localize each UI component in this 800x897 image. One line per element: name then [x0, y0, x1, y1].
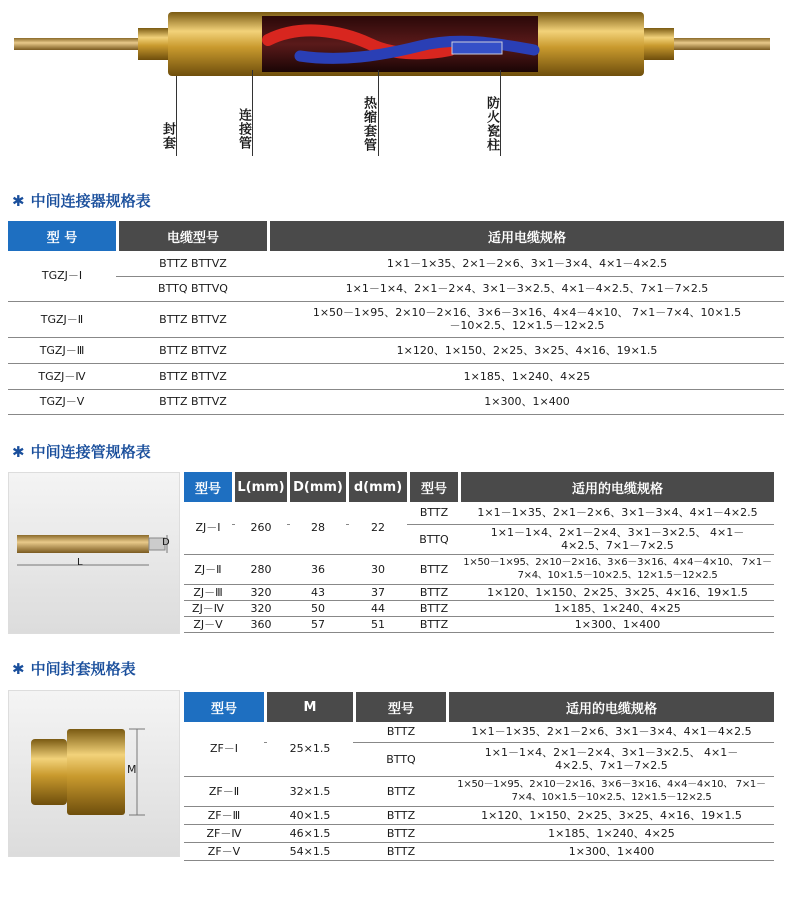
table-row — [8, 363, 784, 389]
cell-model: ZF－Ⅴ — [184, 842, 264, 860]
header-cable-type: 型号 — [356, 692, 446, 722]
header-model: 型号 — [184, 472, 232, 502]
cell-spec: 1×1－1×4、2×1－2×4、3×1－3×2.5、 4×1－4×2.5、7×1－7×2.5 — [449, 742, 774, 776]
table-row — [8, 337, 784, 363]
cell-model: ZF－Ⅳ — [184, 824, 264, 842]
header-model: 型 号 — [8, 221, 116, 251]
header-inner-diameter: d(mm) — [349, 472, 407, 502]
cell-model: TGZJ－Ⅱ — [8, 301, 116, 337]
cell-model: ZJ－Ⅴ — [184, 616, 232, 632]
cell-inner-diameter: 37 — [349, 584, 407, 600]
cell-spec: 1×1－1×4、2×1－2×4、3×1－3×2.5、4×1－4×2.5、7×1－7×2.5 — [270, 276, 784, 301]
cell-cable: BTTZ — [410, 616, 458, 632]
header-spec: 适用的电缆规格 — [461, 472, 774, 502]
header-spec: 适用的电缆规格 — [449, 692, 774, 722]
cell-cable: BTTQ — [356, 742, 446, 776]
connector-spec-table — [8, 221, 784, 415]
table-row — [184, 584, 774, 600]
section3-title: ✱ 中间封套规格表 — [12, 660, 136, 678]
sleeve-drawing — [9, 691, 179, 856]
cell-spec: 1×1－1×35、2×1－2×6、3×1－3×4、4×1－4×2.5 — [461, 502, 774, 524]
header-model: 型号 — [184, 692, 264, 722]
table-header — [8, 221, 784, 251]
table-row — [8, 301, 784, 337]
header-cable-type: 电缆型号 — [119, 221, 267, 251]
star-bullet-icon: ✱ — [12, 660, 25, 678]
cell-spec: 1×185、1×240、4×25 — [449, 824, 774, 842]
cell-length: 280 — [235, 554, 287, 584]
cell-cable: BTTQ — [410, 524, 458, 554]
product-illustration — [0, 0, 800, 160]
cell-spec: 1×120、1×150、2×25、3×25、4×16、19×1.5 — [270, 337, 784, 363]
cell-spec: 1×50－1×95、2×10－2×16、3×6－3×16、4×4－4×10、 7×1－7×4、10×1.5－10×2.5、12×1.5－12×2.5 — [270, 301, 784, 337]
cell-length: 320 — [235, 600, 287, 616]
cell-outer-diameter: 28 — [290, 502, 346, 554]
section2-title: ✱ 中间连接管规格表 — [12, 443, 151, 461]
table-row — [184, 806, 774, 824]
cell-m: 32×1.5 — [267, 776, 353, 806]
header-length: L(mm) — [235, 472, 287, 502]
cell-inner-diameter: 22 — [349, 502, 407, 554]
cell-m: 54×1.5 — [267, 842, 353, 860]
cell-cable: BTTZ — [410, 600, 458, 616]
cell-cable: BTTZ BTTVZ — [119, 363, 267, 389]
table-row — [184, 824, 774, 842]
cell-model: ZJ－Ⅰ — [184, 502, 232, 554]
cell-spec: 1×50－1×95、2×10－2×16、3×6－3×16、4×4－4×10、 7×1－7×4、10×1.5－10×2.5、12×1.5－12×2.5 — [461, 554, 774, 584]
cell-spec: 1×120、1×150、2×25、3×25、4×16、19×1.5 — [449, 806, 774, 824]
table-header — [184, 472, 774, 502]
cell-cable: BTTZ — [356, 842, 446, 860]
cell-cable: BTTZ BTTVZ — [119, 337, 267, 363]
cell-model: ZJ－Ⅱ — [184, 554, 232, 584]
cell-spec: 1×185、1×240、4×25 — [270, 363, 784, 389]
leader-line — [500, 70, 501, 156]
cell-cable: BTTZ — [410, 502, 458, 524]
table-row — [8, 389, 784, 414]
cell-spec: 1×1－1×35、2×1－2×6、3×1－3×4、4×1－4×2.5 — [449, 722, 774, 742]
cell-inner-diameter: 30 — [349, 554, 407, 584]
tube-drawing — [9, 473, 179, 633]
label-connecting-tube: 连接管 — [236, 108, 251, 150]
cell-inner-diameter: 44 — [349, 600, 407, 616]
leader-line — [378, 70, 379, 156]
cell-spec: 1×1－1×4、2×1－2×4、3×1－3×2.5、 4×1－4×2.5、7×1－7×2.5 — [461, 524, 774, 554]
diameter-label: D — [162, 537, 170, 548]
cell-m: 46×1.5 — [267, 824, 353, 842]
header-m: M — [267, 692, 353, 722]
cell-outer-diameter: 57 — [290, 616, 346, 632]
cell-model: TGZJ－Ⅰ — [8, 251, 116, 301]
table-row — [8, 251, 784, 276]
connector-diagram — [0, 0, 800, 160]
tube-spec-table — [184, 472, 774, 633]
table-row — [184, 502, 774, 524]
cell-model: TGZJ－Ⅳ — [8, 363, 116, 389]
cell-spec: 1×300、1×400 — [270, 389, 784, 414]
cell-outer-diameter: 36 — [290, 554, 346, 584]
length-label: L — [77, 557, 83, 568]
cell-cable: BTTZ BTTVZ — [119, 301, 267, 337]
table-row — [184, 842, 774, 860]
table-row — [8, 276, 784, 301]
cell-cable: BTTZ BTTVZ — [119, 389, 267, 414]
cell-model: ZF－Ⅰ — [184, 722, 264, 776]
cell-model: ZJ－Ⅲ — [184, 584, 232, 600]
cell-m: 40×1.5 — [267, 806, 353, 824]
cell-spec: 1×185、1×240、4×25 — [461, 600, 774, 616]
cell-spec: 1×1－1×35、2×1－2×6、3×1－3×4、4×1－4×2.5 — [270, 251, 784, 276]
table-row — [184, 600, 774, 616]
cell-cable: BTTZ — [410, 554, 458, 584]
table-header — [184, 692, 774, 722]
cell-cable: BTTZ — [356, 824, 446, 842]
cell-model: TGZJ－Ⅴ — [8, 389, 116, 414]
cell-cable: BTTZ — [356, 776, 446, 806]
cell-model: ZF－Ⅲ — [184, 806, 264, 824]
cell-cable: BTTZ — [356, 806, 446, 824]
table-row — [184, 722, 774, 742]
cell-outer-diameter: 50 — [290, 600, 346, 616]
cell-outer-diameter: 43 — [290, 584, 346, 600]
m-label: M — [127, 763, 137, 776]
tube-thumbnail — [8, 472, 180, 634]
cell-spec: 1×50－1×95、2×10－2×16、3×6－3×16、4×4－4×10、 7×1－7×4、10×1.5－10×2.5、12×1.5－12×2.5 — [449, 776, 774, 806]
cell-model: TGZJ－Ⅲ — [8, 337, 116, 363]
cell-spec: 1×300、1×400 — [461, 616, 774, 632]
cell-spec: 1×300、1×400 — [449, 842, 774, 860]
cell-length: 320 — [235, 584, 287, 600]
cell-spec: 1×120、1×150、2×25、3×25、4×16、19×1.5 — [461, 584, 774, 600]
header-outer-diameter: D(mm) — [290, 472, 346, 502]
leader-line — [176, 76, 177, 156]
cell-cable: BTTZ — [410, 584, 458, 600]
cell-cable: BTTZ — [356, 722, 446, 742]
table-row — [184, 554, 774, 584]
leader-line — [252, 70, 253, 156]
star-bullet-icon: ✱ — [12, 443, 25, 461]
cell-model: ZF－Ⅱ — [184, 776, 264, 806]
cell-cable: BTTQ BTTVQ — [119, 276, 267, 301]
cell-model: ZJ－Ⅳ — [184, 600, 232, 616]
cell-m: 25×1.5 — [267, 722, 353, 776]
star-bullet-icon: ✱ — [12, 192, 25, 210]
header-spec: 适用电缆规格 — [270, 221, 784, 251]
sleeve-thumbnail — [8, 690, 180, 857]
sleeve-spec-table — [184, 692, 774, 861]
label-heat-shrink: 热缩套管 — [361, 96, 376, 152]
cell-inner-diameter: 51 — [349, 616, 407, 632]
cell-cable: BTTZ BTTVZ — [119, 251, 267, 276]
cell-length: 360 — [235, 616, 287, 632]
header-cable-type: 型号 — [410, 472, 458, 502]
table-row — [184, 776, 774, 806]
table-row — [184, 616, 774, 632]
label-ceramic-post: 防火瓷柱 — [484, 96, 499, 152]
label-sleeve: 封套 — [160, 122, 175, 150]
section1-title: ✱ 中间连接器规格表 — [12, 192, 151, 210]
cell-length: 260 — [235, 502, 287, 554]
